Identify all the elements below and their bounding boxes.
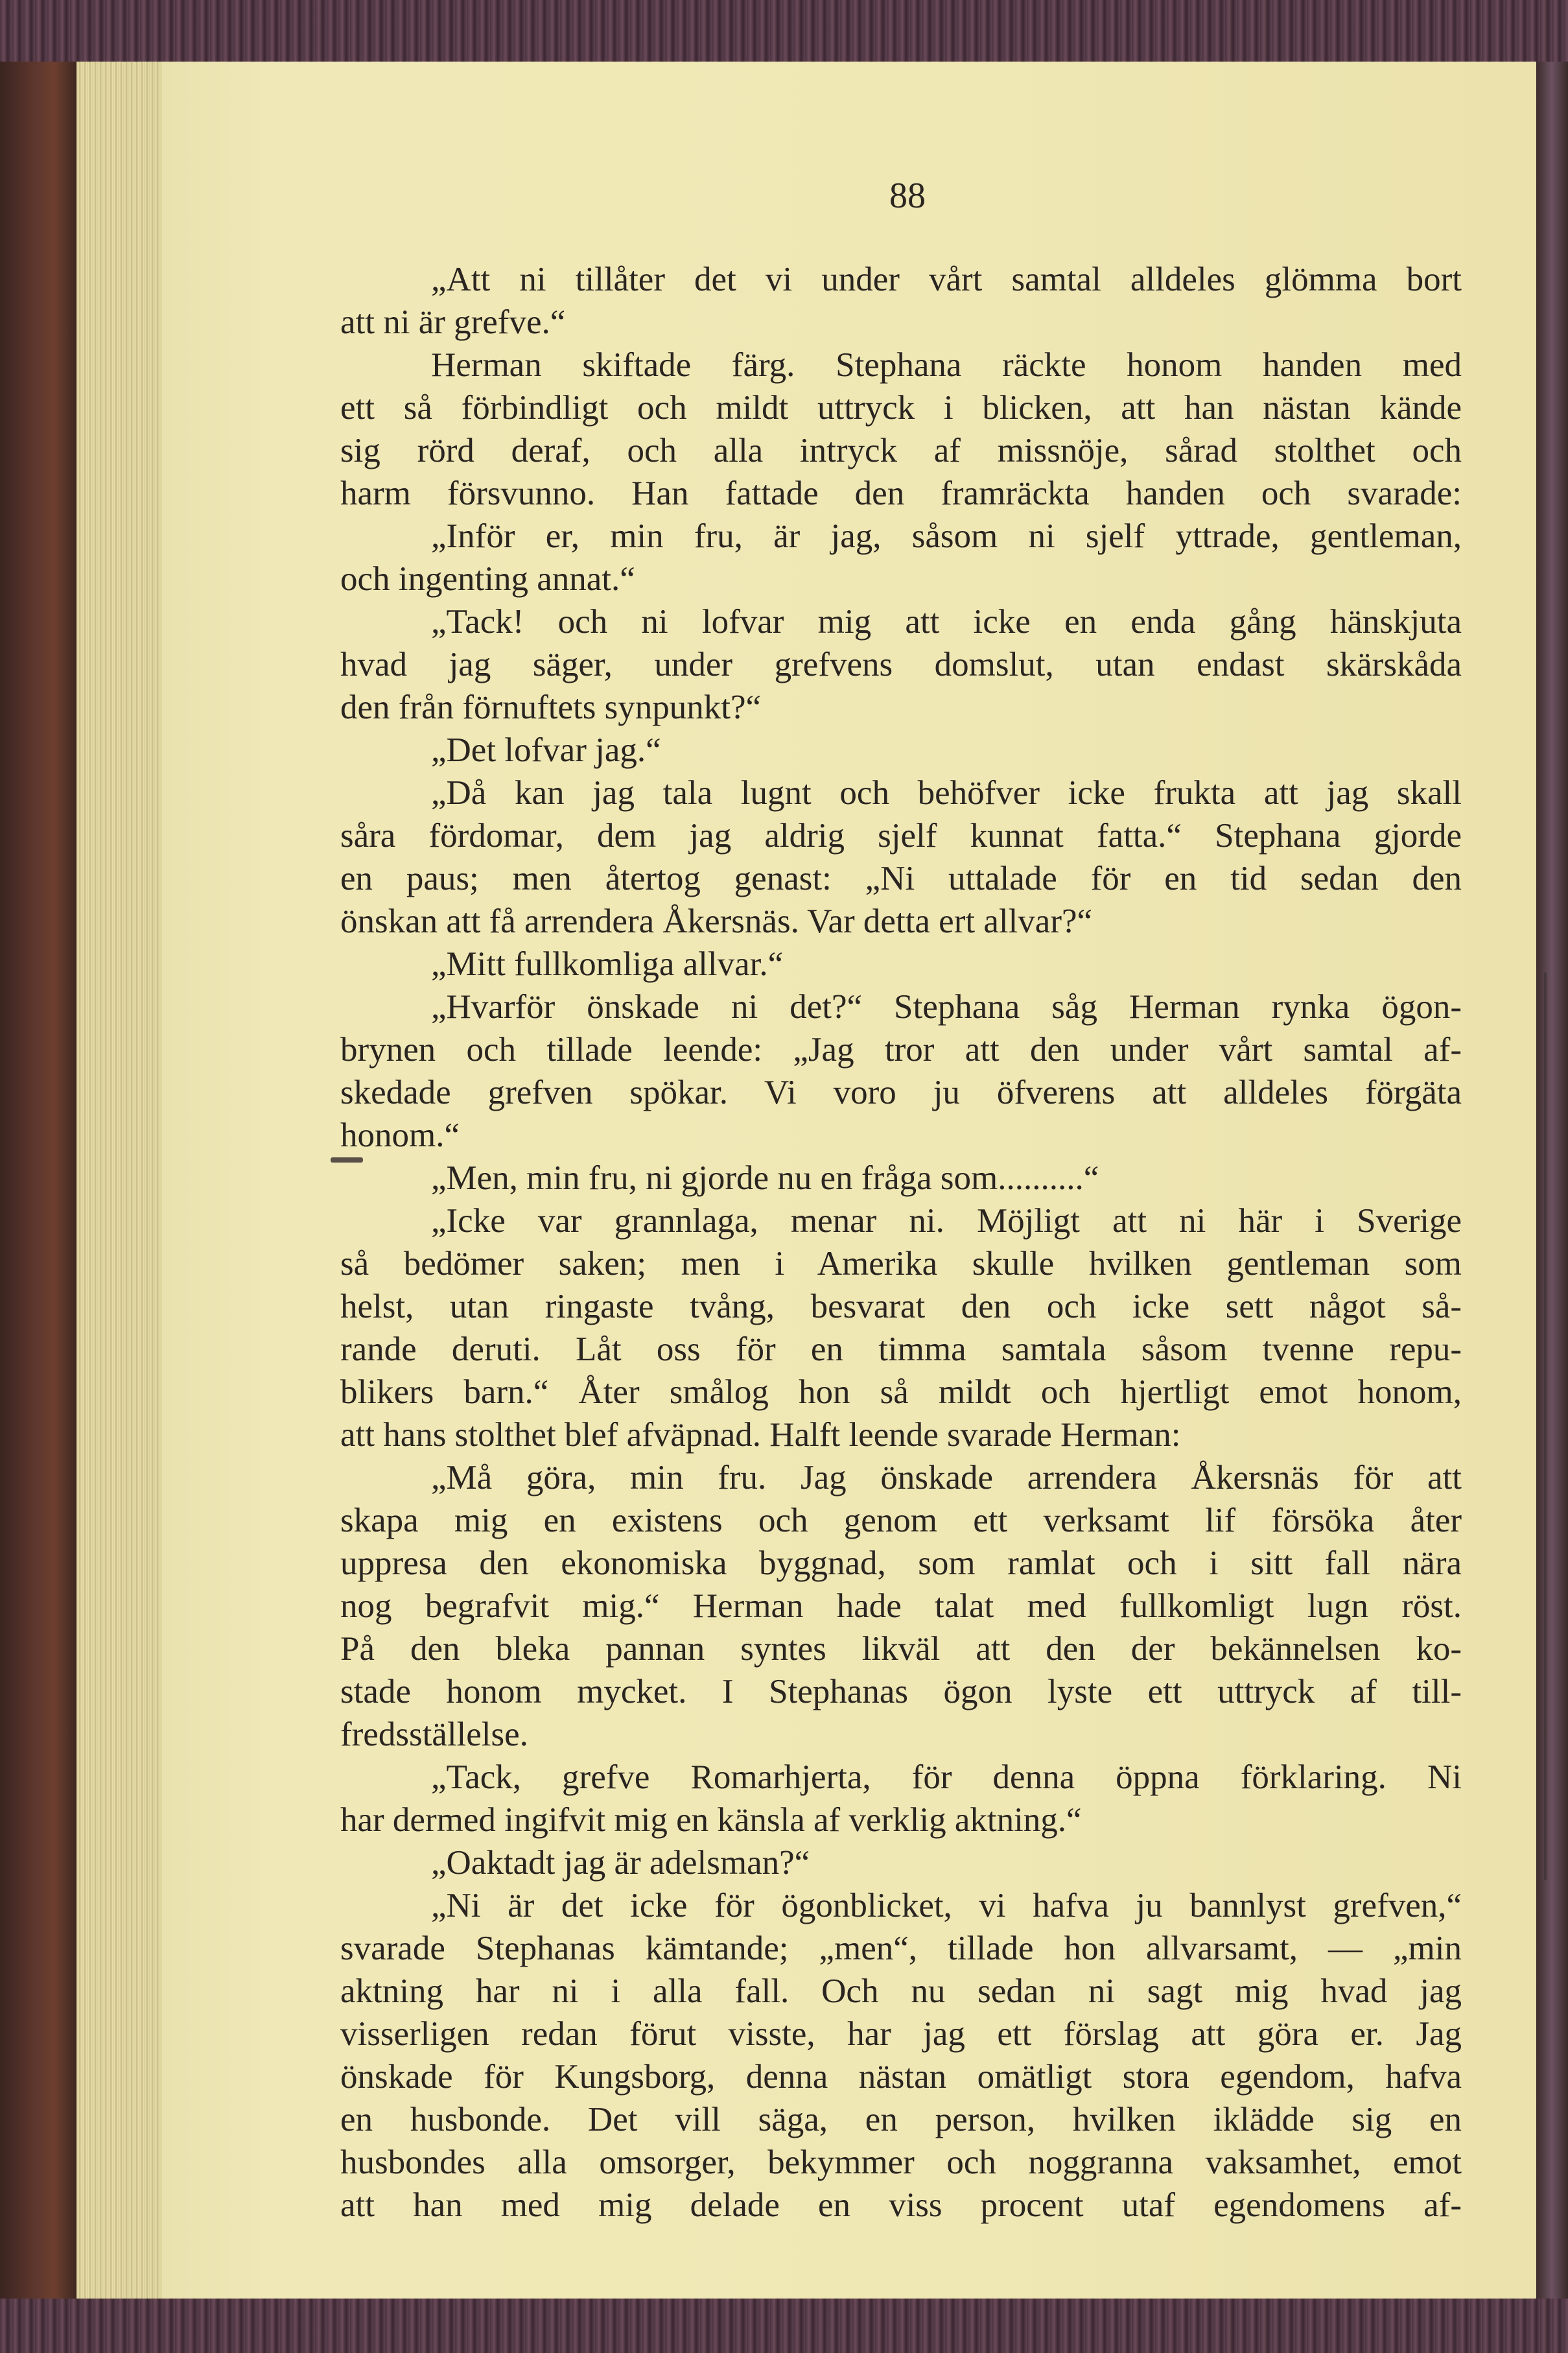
- text-line: att ni är grefve.“: [340, 303, 566, 341]
- text-line: skapa mig en existens och genom ett verksamt lif försöka åter: [340, 1502, 1462, 1539]
- page-crease: [1544, 973, 1547, 1880]
- text-line: en paus; men återtog genast: „Ni uttalade för en tid sedan den: [340, 860, 1462, 897]
- text-line: skedade grefven spökar. Vi voro ju öfverens att alldeles förgäta: [340, 1074, 1462, 1111]
- text-line: stade honom mycket. I Stephanas ögon lyste ett uttryck af till-: [340, 1673, 1462, 1710]
- text-line: så bedömer saken; men i Amerika skulle hvilken gentleman som: [340, 1245, 1462, 1283]
- text-line: „Oaktadt jag är adelsman?“: [431, 1844, 810, 1882]
- text-line: honom.“: [340, 1117, 460, 1154]
- text-line: den från förnuftets synpunkt?“: [340, 689, 762, 726]
- text-line: Herman skiftade färg. Stephana räckte honom handen med: [431, 346, 1462, 384]
- text-line: husbondes alla omsorger, bekymmer och noggranna vaksamhet, emot: [340, 2144, 1462, 2181]
- text-line: ett så förbindligt och mildt uttryck i blicken, att han nästan kände: [340, 389, 1462, 427]
- text-line: „Inför er, min fru, är jag, såsom ni sjelf yttrade, gentleman,: [431, 517, 1462, 555]
- text-line: „Men, min fru, ni gjorde nu en fråga som..........“: [431, 1159, 1099, 1197]
- text-line: „Mitt fullkomliga allvar.“: [431, 945, 784, 983]
- body-text: [340, 258, 1462, 2227]
- text-line: „Då kan jag tala lugnt och behöfver icke frukta att jag skall: [431, 774, 1462, 812]
- text-line: „Hvarför önskade ni det?“ Stephana såg Herman rynka ögon-: [431, 988, 1462, 1026]
- text-line: „Icke var grannlaga, menar ni. Möjligt att ni här i Sverige: [431, 1202, 1462, 1240]
- text-line: såra fördomar, dem jag aldrig sjelf kunnat fatta.“ Stephana gjorde: [340, 817, 1462, 855]
- text-line: aktning har ni i alla fall. Och nu sedan ni sagt mig hvad jag: [340, 1972, 1462, 2010]
- text-line: visserligen redan förut visste, har jag ett förslag att göra er. Jag: [340, 2015, 1462, 2053]
- text-line: en husbonde. Det vill säga, en person, hvilken iklädde sig en: [340, 2101, 1462, 2138]
- text-line: och ingenting annat.“: [340, 560, 635, 598]
- text-line: hvad jag säger, under grefvens domslut, utan endast skärskåda: [340, 646, 1462, 683]
- text-line: att hans stolthet blef afväpnad. Halft leende svarade Herman:: [340, 1416, 1181, 1454]
- text-line: „Må göra, min fru. Jag önskade arrendera Åkersnäs för att: [431, 1459, 1462, 1496]
- text-line: fredsställelse.: [340, 1716, 528, 1753]
- text-line: nog begrafvit mig.“ Herman hade talat med fullkomligt lugn röst.: [340, 1587, 1462, 1625]
- text-line: önskade för Kungsborg, denna nästan omätligt stora egendom, hafva: [340, 2058, 1462, 2096]
- book-cover-right: [1536, 0, 1568, 2353]
- text-line: brynen och tillade leende: „Jag tror att den under vårt samtal af-: [340, 1031, 1462, 1069]
- text-line: „Ni är det icke för ögonblicket, vi hafva ju bannlyst grefven,“: [431, 1887, 1462, 1924]
- text-line: att han med mig delade en viss procent utaf egendomens af-: [340, 2186, 1462, 2224]
- page-number: 88: [889, 176, 926, 216]
- text-line: „Att ni tillåter det vi under vårt samtal alldeles glömma bort: [431, 261, 1462, 298]
- text-line: rande deruti. Låt oss för en timma samtala såsom tvenne repu-: [340, 1330, 1462, 1368]
- margin-mark: [331, 1157, 363, 1163]
- text-line: har dermed ingifvit mig en känsla af verklig aktning.“: [340, 1801, 1082, 1839]
- text-line: sig rörd deraf, och alla intryck af missnöje, sårad stolthet och: [340, 432, 1462, 469]
- text-line: „Tack! och ni lofvar mig att icke en enda gång hänskjuta: [431, 603, 1462, 641]
- book-cover-bottom: [0, 2299, 1568, 2353]
- text-line: „Tack, grefve Romarhjerta, för denna öppna förklaring. Ni: [431, 1758, 1462, 1796]
- text-line: uppresa den ekonomiska byggnad, som ramlat och i sitt fall nära: [340, 1544, 1462, 1582]
- text-line: helst, utan ringaste tvång, besvarat den och icke sett något så-: [340, 1288, 1462, 1325]
- book-cover-left: [0, 0, 78, 2353]
- text-line: blikers barn.“ Åter smålog hon så mildt och hjertligt emot honom,: [340, 1373, 1462, 1411]
- text-line: önskan att få arrendera Åkersnäs. Var detta ert allvar?“: [340, 903, 1093, 940]
- book-cover-top: [0, 0, 1568, 62]
- text-line: „Det lofvar jag.“: [431, 731, 661, 769]
- text-line: På den bleka pannan syntes likväl att den der bekännelsen ko-: [340, 1630, 1462, 1668]
- text-line: svarade Stephanas kämtande; „men“, tillade hon allvarsamt, — „min: [340, 1930, 1462, 1967]
- text-line: harm försvunno. Han fattade den framräckta handen och svarade:: [340, 475, 1462, 512]
